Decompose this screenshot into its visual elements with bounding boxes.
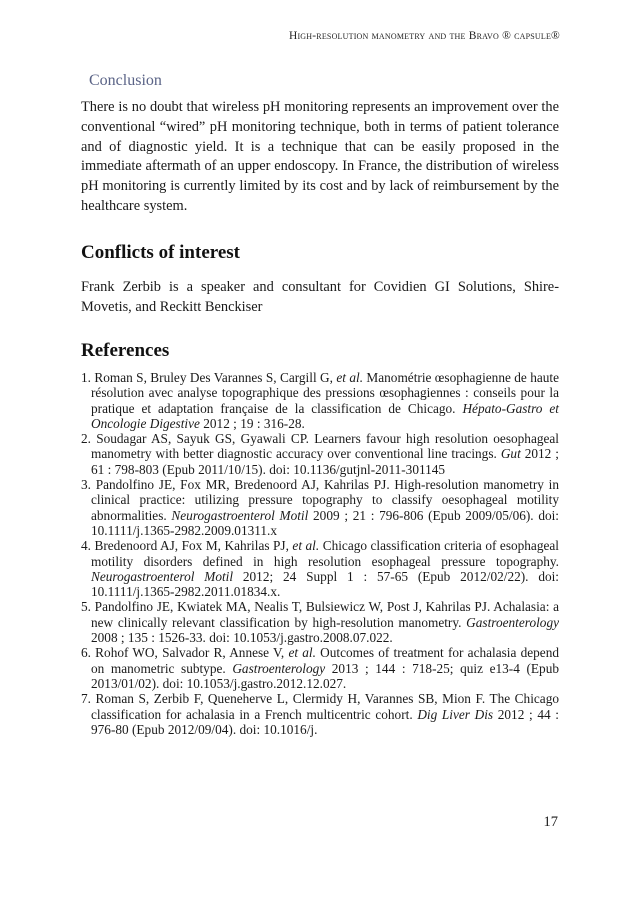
conclusion-body: There is no doubt that wireless pH monitoring represents an improvement over the conventional “wired” pH monitoring technique, both in terms of patient tolerance and of diagnostic yield. It is a technique that can be easily proposed in the immediate aftermath of an upper endoscopy. In France, the distribution of wireless pH monitoring is currently limited by its cost and by lack of reimbursement by the healthcare system. (81, 99, 559, 214)
references-heading: References (81, 340, 170, 361)
reference-item: 7. Roman S, Zerbib F, Queneherve L, Clermidy H, Varannes SB, Mion F. The Chicago classification for achalasia in a French multicentric cohort. Dig Liver Dis 2012 ; 44 : 976-80 (Epub 2012/09/04). doi: 10.1016/j. (81, 691, 559, 737)
references-list (81, 370, 559, 737)
reference-item: 3. Pandolfino JE, Fox MR, Bredenoord AJ, Kahrilas PJ. High-resolution manometry in clinical practice: utilizing pressure topography to classify oesophageal motility abnormalities. Neurogastroenterol Motil 2009 ; 21 : 796-806 (Epub 2009/05/06). doi: 10.1111/j.1365-2982.2009.01311.x (81, 477, 560, 538)
reference-item: 5. Pandolfino JE, Kwiatek MA, Nealis T, Bulsiewicz W, Post J, Kahrilas PJ. Achalasia: a new clinically relevant classification by high-resolution manometry. Gastroenterology 2008 ; 135 : 1526-33. doi: 10.1053/j.gastro.2008.07.022. (81, 599, 559, 646)
conclusion-heading: Conclusion (89, 72, 162, 89)
reference-item: 6. Rohof WO, Salvador R, Annese V, et al. Outcomes of treatment for achalasia depend on manometric subtype. Gastroenterology 2013 ; 144 : 718-25; quiz e13-4 (Epub 2013/01/02). doi: 10.1053/j.gastro.2012.12.027. (81, 645, 559, 691)
running-head: High-resolution manometry and the Bravo ® capsule® (288, 30, 560, 42)
reference-item: 1. Roman S, Bruley Des Varannes S, Cargill G, et al. Manométrie œsophagienne de haute résolution avec analyse topographique des pressions œsophagiennes : conseils pour la pratique et adaptation française de la classification de Chicago. Hépato-Gastro et Oncologie Digestive 2012 ; 19 : 316-28. (81, 370, 560, 431)
conflicts-body: Frank Zerbib is a speaker and consultant for Covidien GI Solutions, Shire-Movetis, and Reckitt Benckiser (81, 279, 559, 315)
page-number: 17 (543, 814, 558, 830)
conflicts-heading: Conflicts of interest (81, 242, 241, 263)
reference-item: 4. Bredenoord AJ, Fox M, Kahrilas PJ, et al. Chicago classification criteria of esophageal motility disorders defined in high resolution esophageal pressure topography. Neurogastroenterol Motil 2012; 24 Suppl 1 : 57-65 (Epub 2012/02/22). doi: 10.1111/j.1365-2982.2011.01834.x. (81, 538, 560, 600)
reference-item: 2. Soudagar AS, Sayuk GS, Gyawali CP. Learners favour high resolution oesophageal manometry with better diagnostic accuracy over conventional line tracings. Gut 2012 ; 61 : 798-803 (Epub 2011/10/15). doi: 10.1136/gutjnl-2011-301145 (81, 431, 560, 477)
